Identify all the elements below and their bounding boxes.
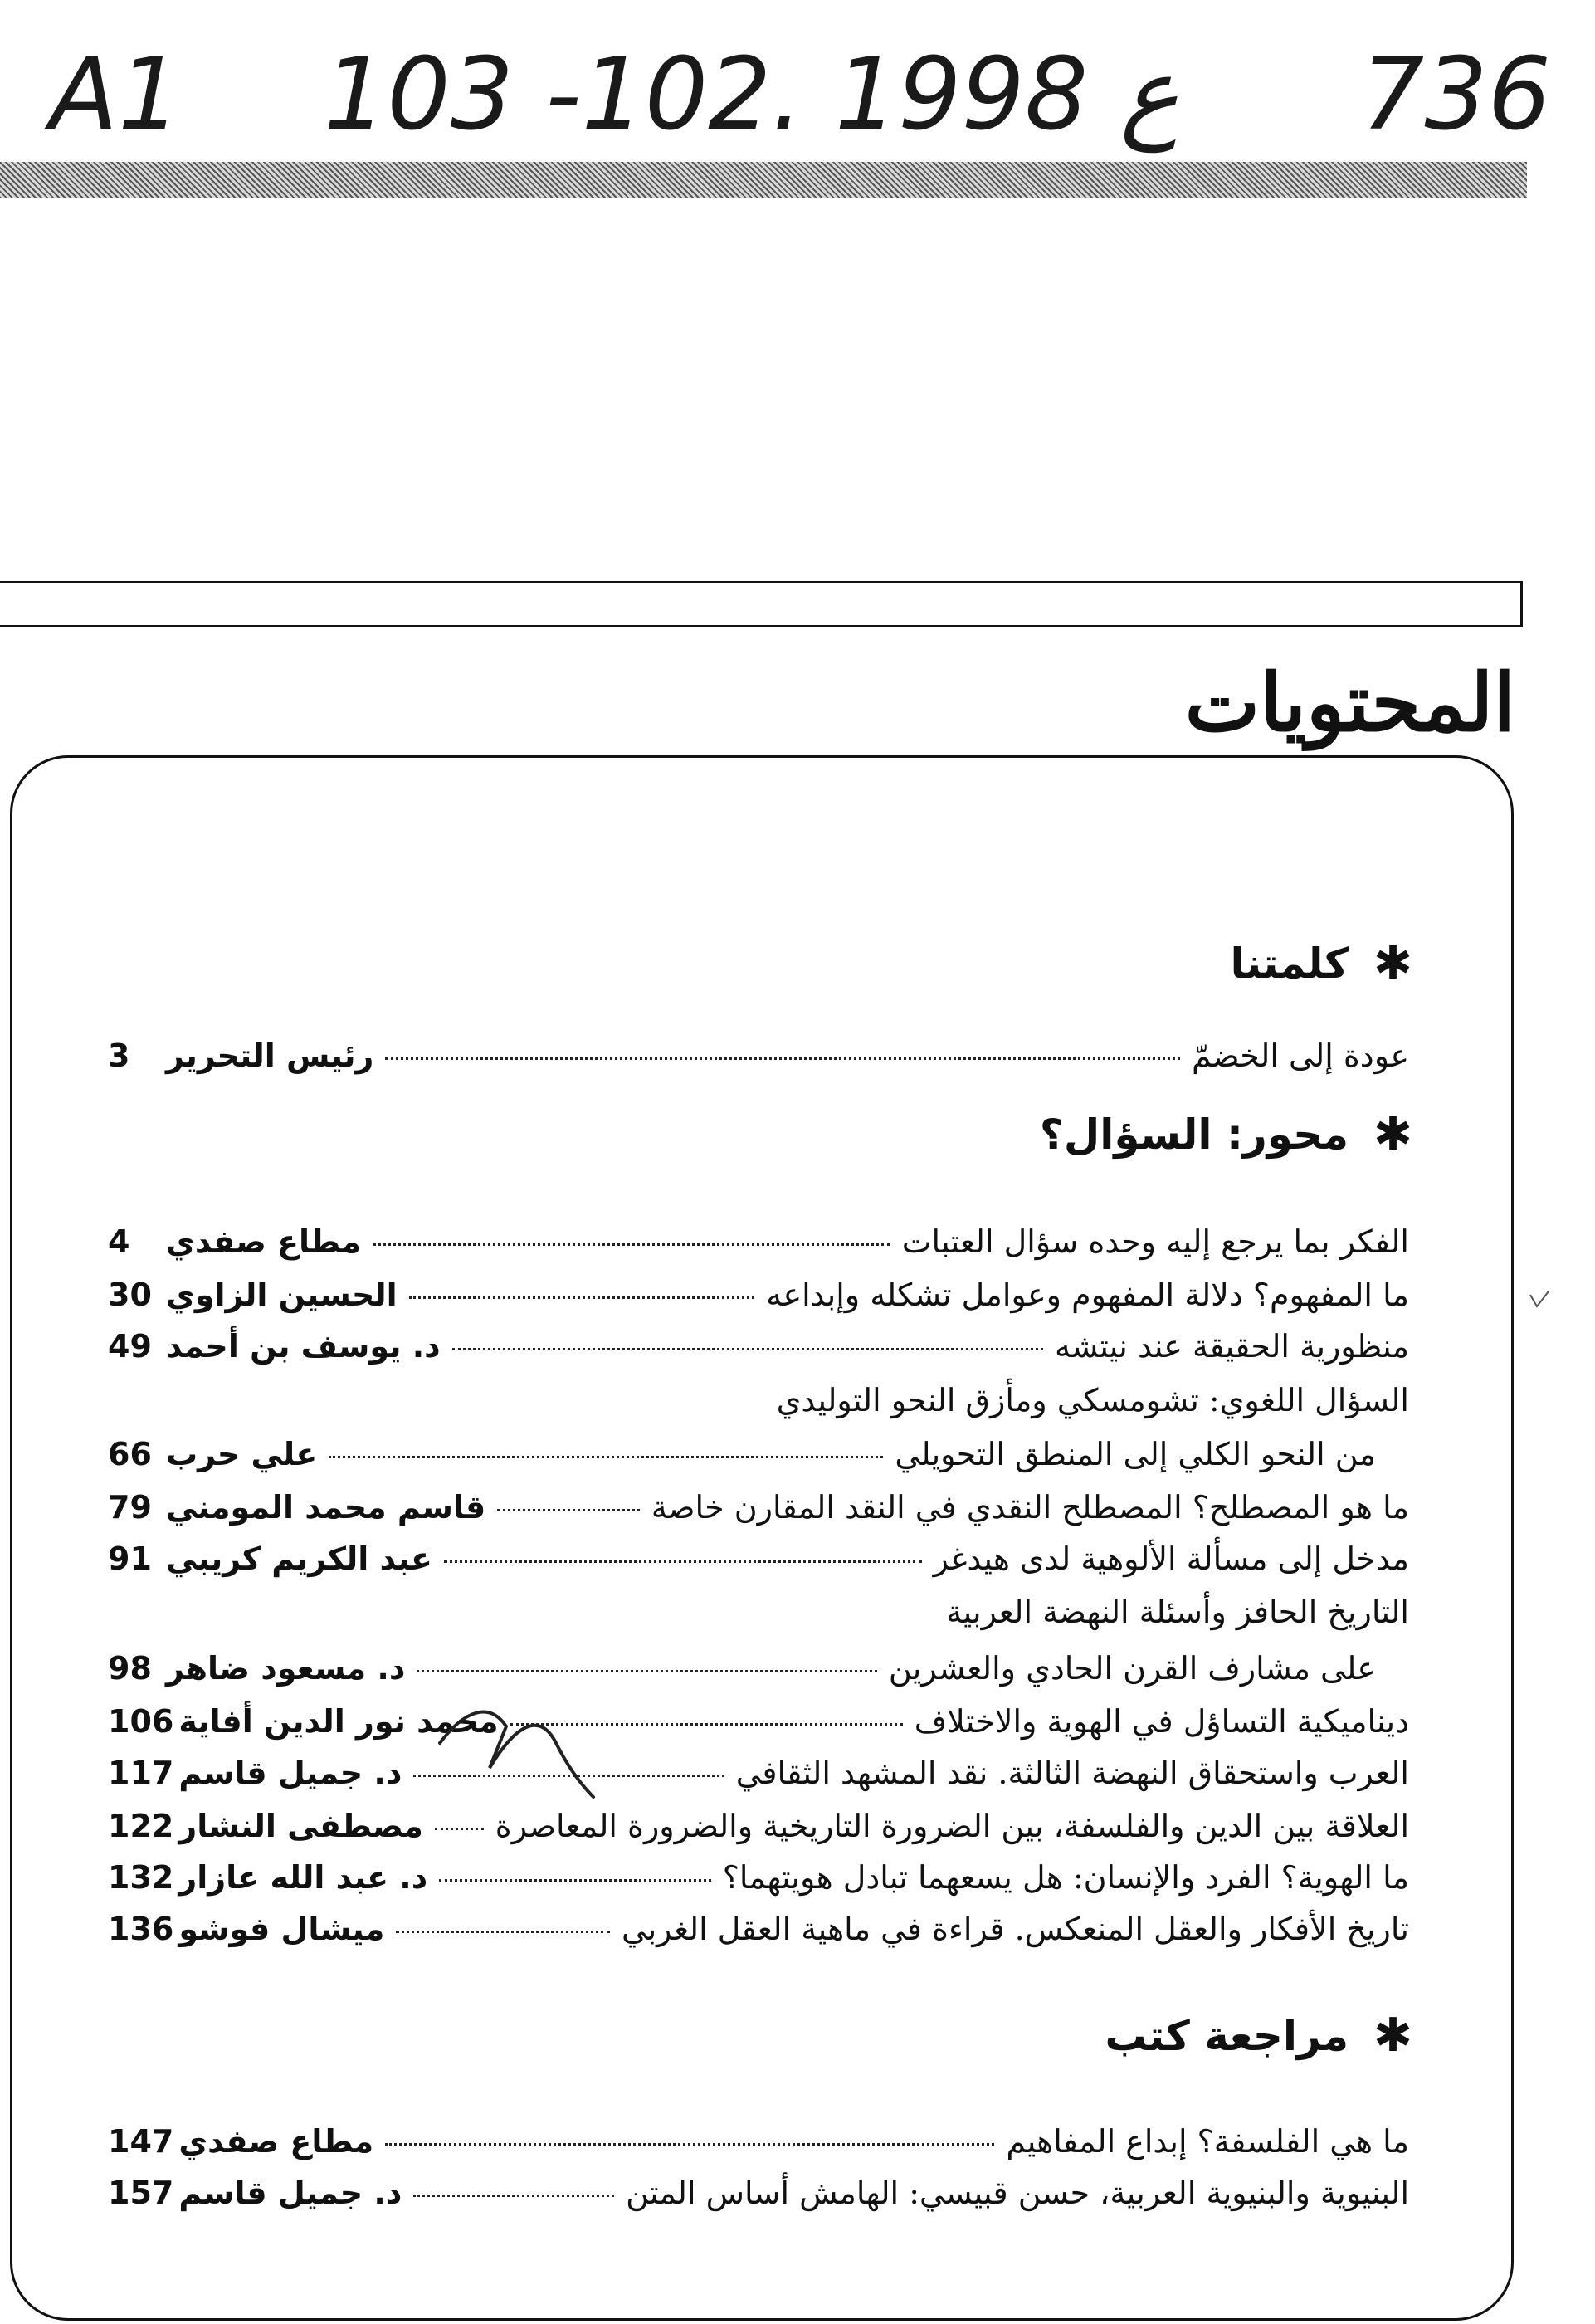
- leader-dots: [329, 1456, 883, 1458]
- leader-dots: [396, 1931, 610, 1933]
- asterisk-icon: ✱: [1373, 2009, 1412, 2063]
- leader-dots: [417, 1670, 877, 1672]
- handwritten-ref: A1: [50, 37, 182, 153]
- handwritten-number: 736: [1361, 37, 1552, 153]
- entry-author: عبد الكريم كريبي: [166, 1540, 432, 1577]
- toc-entry: [108, 1436, 1409, 1482]
- entry-title: تاريخ الأفكار والعقل المنعكس. قراءة في ماهية العقل الغربي: [621, 1911, 1409, 1947]
- leader-dots: [444, 1560, 922, 1563]
- leader-dots: [497, 1509, 640, 1511]
- entry-author: رئيس التحرير: [166, 1038, 374, 1074]
- entry-title: ما هي الفلسفة؟ إبداع المفاهيم: [1006, 2123, 1409, 2160]
- section-label: مراجعة كتب: [1105, 2011, 1349, 2060]
- leader-dots: [385, 1057, 1180, 1060]
- toc-entry: [108, 2175, 1409, 2221]
- handwritten-code: 103 -102. ع 1998: [324, 37, 1179, 153]
- toc-entry: [108, 1328, 1409, 1374]
- entry-title: العلاقة بين الدين والفلسفة، بين الضرورة التاريخية والضرورة المعاصرة: [495, 1808, 1409, 1844]
- leader-dots: [409, 1296, 754, 1299]
- entry-page: 117: [108, 1755, 174, 1791]
- entry-author: الحسين الزاوي: [166, 1277, 398, 1313]
- entry-author: محمد نور الدين أفاية: [178, 1703, 499, 1740]
- entry-title: ما هو المصطلح؟ المصطلح النقدي في النقد المقارن خاصة: [651, 1489, 1409, 1526]
- toc-entry: [108, 1540, 1409, 1587]
- entry-author: د. عبد الله عازار: [178, 1859, 428, 1896]
- toc-entry: [108, 1277, 1409, 1323]
- entry-author: مطاع صفدي: [166, 1223, 361, 1260]
- leader-dots: [439, 1879, 711, 1882]
- entry-title: ديناميكية التساؤل في الهوية والاختلاف: [914, 1703, 1409, 1740]
- hatched-header-band: [0, 162, 1527, 198]
- leader-dots: [373, 1243, 890, 1246]
- leader-dots: [452, 1348, 1043, 1350]
- entry-page: 136: [108, 1911, 174, 1947]
- entry-author: مصطفى النشار: [178, 1808, 423, 1844]
- entry-heading: التاريخ الحافز وأسئلة النهضة العربية: [946, 1594, 1409, 1630]
- handwritten-reference: [0, 25, 1595, 166]
- toc-entry: [108, 1489, 1409, 1536]
- toc-entry: [108, 1911, 1409, 1957]
- section-label: محور: السؤال؟: [1039, 1110, 1349, 1159]
- entry-page: 106: [108, 1703, 174, 1740]
- entry-page: 30: [108, 1277, 152, 1313]
- entry-author: ميشال فوشو: [178, 1911, 385, 1947]
- entry-page: 157: [108, 2175, 174, 2211]
- toc-entry: [108, 2123, 1409, 2170]
- page-title: المحتويات: [1184, 656, 1515, 749]
- entry-title: البنيوية والبنيوية العربية، حسن قبيسي: الهامش أساس المتن: [626, 2175, 1409, 2211]
- entry-title: العرب واستحقاق النهضة الثالثة. نقد المشهد الثقافي: [735, 1755, 1409, 1791]
- section-label: كلمتنا: [1230, 939, 1349, 988]
- entry-title: ما المفهوم؟ دلالة المفهوم وعوامل تشكله وإبداعه: [766, 1277, 1409, 1313]
- entry-title: على مشارف القرن الحادي والعشرين: [888, 1650, 1376, 1687]
- section-book-reviews: [1105, 2009, 1412, 2063]
- entry-page: 79: [108, 1489, 152, 1526]
- entry-heading: السؤال اللغوي: تشومسكي ومأزق النحو التوليدي: [776, 1382, 1409, 1418]
- leader-dots: [413, 2195, 614, 2197]
- leader-dots: [435, 1828, 484, 1830]
- entry-author: قاسم محمد المومني: [166, 1489, 486, 1526]
- entry-title: ما الهوية؟ الفرد والإنسان: هل يسعهما تبادل هويتهما؟: [722, 1859, 1409, 1896]
- entry-page: 132: [108, 1859, 174, 1896]
- entry-title: الفكر بما يرجع إليه وحده سؤال العتبات: [901, 1223, 1409, 1260]
- entry-page: 98: [108, 1650, 152, 1687]
- entry-author: علي حرب: [166, 1436, 318, 1472]
- margin-mark: [1527, 1286, 1552, 1311]
- entry-page: 91: [108, 1540, 152, 1577]
- header-rule-box: [0, 581, 1523, 627]
- toc-entry: [108, 1038, 1409, 1084]
- entry-author: د. جميل قاسم: [178, 1755, 402, 1791]
- toc-entry: [108, 1703, 1409, 1750]
- pen-scribble: [432, 1693, 598, 1801]
- asterisk-icon: ✱: [1373, 1107, 1412, 1161]
- section-editorial: [1230, 936, 1412, 990]
- toc-entry: [108, 1859, 1409, 1906]
- entry-title: مدخل إلى مسألة الألوهية لدى هيدغر: [933, 1540, 1409, 1577]
- entry-page: 49: [108, 1328, 152, 1365]
- entry-title: منظورية الحقيقة عند نيتشه: [1055, 1328, 1409, 1365]
- entry-title: من النحو الكلي إلى المنطق التحويلي: [895, 1436, 1376, 1472]
- section-question-axis: [1040, 1107, 1412, 1161]
- toc-entry: [108, 1223, 1409, 1270]
- asterisk-icon: ✱: [1373, 936, 1412, 990]
- entry-page: 66: [108, 1436, 152, 1472]
- entry-title: عودة إلى الخضمّ: [1191, 1038, 1409, 1074]
- toc-entry: [108, 1755, 1409, 1801]
- entry-page: 147: [108, 2123, 174, 2160]
- entry-author: د. مسعود ضاهر: [166, 1650, 406, 1687]
- toc-entry: [108, 1808, 1409, 1854]
- entry-page: 4: [108, 1223, 130, 1260]
- leader-dots: [385, 2143, 994, 2146]
- entry-author: مطاع صفدي: [178, 2123, 374, 2160]
- entry-page: 3: [108, 1038, 130, 1074]
- entry-author: د. يوسف بن أحمد: [166, 1328, 441, 1365]
- entry-author: د. جميل قاسم: [178, 2175, 402, 2211]
- toc-entry: [108, 1650, 1409, 1697]
- entry-page: 122: [108, 1808, 174, 1844]
